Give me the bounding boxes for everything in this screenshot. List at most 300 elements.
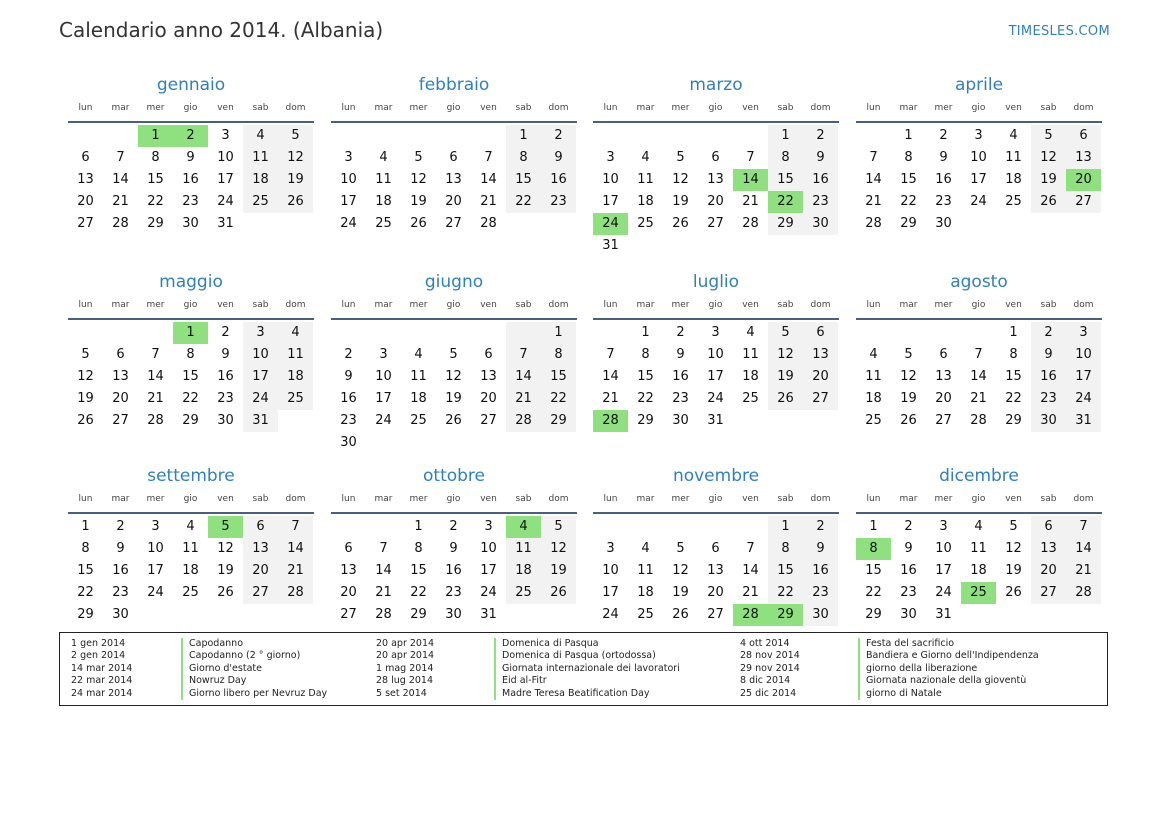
- day-grid: [593, 125, 838, 257]
- weekday-header: [856, 103, 1102, 123]
- legend-names: [181, 638, 327, 700]
- day-cell: 21: [1066, 560, 1101, 582]
- weekday-label: mer: [146, 103, 165, 113]
- empty-cell: [366, 516, 401, 538]
- day-cell: 16: [445, 563, 462, 578]
- legend-dates: [376, 638, 434, 700]
- day-cell: 9: [676, 347, 685, 362]
- day-cell: 23: [803, 191, 838, 213]
- empty-cell: [278, 213, 313, 235]
- weekday-label: mer: [409, 494, 428, 504]
- empty-cell: [366, 125, 401, 147]
- day-cell: 8: [186, 347, 195, 362]
- day-cell: 12: [217, 541, 234, 556]
- day-cell: 24: [375, 413, 392, 428]
- day-cell: 8: [904, 150, 913, 165]
- day-cell: 13: [707, 172, 724, 187]
- empty-cell: [663, 235, 698, 257]
- day-cell: 15: [768, 169, 803, 191]
- weekday-label: ven: [1005, 494, 1022, 504]
- day-cell: 15: [506, 169, 541, 191]
- day-cell: 1: [541, 322, 576, 344]
- day-cell: 6: [484, 347, 493, 362]
- weekday-header: [593, 494, 839, 514]
- weekday-label: mar: [111, 103, 130, 113]
- day-cell: 21: [278, 560, 313, 582]
- day-cell: 7: [606, 347, 615, 362]
- weekday-label: mar: [374, 300, 393, 310]
- day-cell: 28: [970, 413, 987, 428]
- day-cell: 10: [1066, 344, 1101, 366]
- day-cell: 6: [939, 347, 948, 362]
- day-cell: 8: [768, 147, 803, 169]
- day-cell: 9: [186, 150, 195, 165]
- day-cell: 24: [970, 194, 987, 209]
- weekday-label: gio: [183, 494, 198, 504]
- weekday-label: dom: [285, 300, 306, 310]
- day-cell: 10: [602, 172, 619, 187]
- day-cell: 1: [904, 128, 913, 143]
- day-cell: 2: [904, 519, 913, 534]
- day-cell: 5: [278, 125, 313, 147]
- day-cell: 26: [541, 582, 576, 604]
- day-cell: 21: [865, 194, 882, 209]
- weekday-label: mar: [111, 300, 130, 310]
- day-cell: 29: [865, 607, 882, 622]
- day-cell: 6: [344, 541, 353, 556]
- day-cell: 21: [970, 391, 987, 406]
- empty-cell: [208, 604, 243, 626]
- day-grid: [593, 516, 838, 626]
- day-cell: 14: [506, 366, 541, 388]
- empty-cell: [436, 432, 471, 454]
- day-cell: 18: [278, 366, 313, 388]
- day-cell: 21: [742, 585, 759, 600]
- weekday-label: mar: [111, 494, 130, 504]
- day-cell: 6: [116, 347, 125, 362]
- legend-holiday-name: Giornata nazionale della gioventù: [866, 675, 1027, 687]
- empty-cell: [698, 125, 733, 147]
- weekday-label: dom: [810, 494, 831, 504]
- weekday-label: mar: [374, 103, 393, 113]
- day-cell: 17: [602, 585, 619, 600]
- day-cell: 26: [768, 388, 803, 410]
- empty-cell: [541, 604, 576, 626]
- day-cell: 3: [1066, 322, 1101, 344]
- day-cell: 6: [81, 150, 90, 165]
- day-cell: 16: [900, 563, 917, 578]
- day-cell: 21: [375, 585, 392, 600]
- day-cell: 16: [935, 172, 952, 187]
- legend-date: 28 nov 2014: [740, 650, 800, 662]
- day-cell: 11: [637, 563, 654, 578]
- day-cell: 18: [637, 585, 654, 600]
- empty-cell: [733, 516, 768, 538]
- weekday-header: [331, 494, 577, 514]
- day-cell: 10: [340, 172, 357, 187]
- day-grid: [331, 322, 576, 454]
- day-cell: 18: [243, 169, 278, 191]
- weekday-label: gio: [971, 300, 986, 310]
- month-name: luglio: [692, 272, 740, 292]
- month-name: febbraio: [418, 75, 490, 95]
- day-cell: 23: [541, 191, 576, 213]
- day-cell: 6: [1066, 125, 1101, 147]
- empty-cell: [278, 410, 313, 432]
- weekday-label: ven: [217, 494, 234, 504]
- day-cell: 18: [410, 391, 427, 406]
- day-cell: 4: [414, 347, 423, 362]
- holiday-day: 8: [856, 538, 891, 560]
- day-cell: 22: [147, 194, 164, 209]
- month-febbraio: [331, 74, 577, 235]
- empty-cell: [471, 125, 506, 147]
- day-cell: 22: [1005, 391, 1022, 406]
- day-cell: 9: [541, 147, 576, 169]
- day-cell: 21: [147, 391, 164, 406]
- day-cell: 18: [182, 563, 199, 578]
- day-cell: 8: [506, 147, 541, 169]
- empty-cell: [628, 235, 663, 257]
- day-cell: 28: [865, 216, 882, 231]
- weekday-label: gio: [446, 300, 461, 310]
- empty-cell: [541, 213, 576, 235]
- day-cell: 31: [707, 413, 724, 428]
- weekday-label: ven: [742, 103, 759, 113]
- weekday-label: dom: [285, 494, 306, 504]
- day-cell: 13: [1031, 538, 1066, 560]
- day-cell: 29: [410, 607, 427, 622]
- day-cell: 29: [900, 216, 917, 231]
- day-cell: 28: [112, 216, 129, 231]
- month-name: maggio: [159, 272, 223, 292]
- day-cell: 24: [243, 388, 278, 410]
- day-cell: 15: [182, 369, 199, 384]
- empty-cell: [331, 516, 366, 538]
- day-cell: 30: [112, 607, 129, 622]
- weekday-label: dom: [548, 494, 569, 504]
- weekday-label: sab: [777, 103, 794, 113]
- day-cell: 18: [375, 194, 392, 209]
- day-cell: 7: [974, 347, 983, 362]
- day-cell: 28: [147, 413, 164, 428]
- day-cell: 21: [112, 194, 129, 209]
- day-cell: 6: [449, 150, 458, 165]
- day-cell: 10: [602, 563, 619, 578]
- empty-cell: [803, 235, 838, 257]
- legend-holiday-name: Madre Teresa Beatification Day: [502, 687, 650, 699]
- day-cell: 4: [243, 125, 278, 147]
- legend-holiday-name: Capodanno: [189, 638, 244, 649]
- legend-holiday-name: Eid al-Fitr: [502, 675, 547, 687]
- weekday-label: lun: [603, 494, 618, 504]
- day-cell: 10: [480, 541, 497, 556]
- day-cell: 11: [243, 147, 278, 169]
- month-name: dicembre: [939, 466, 1019, 486]
- weekday-label: mer: [934, 300, 953, 310]
- empty-cell: [401, 432, 436, 454]
- day-cell: 27: [1066, 191, 1101, 213]
- day-cell: 5: [449, 347, 458, 362]
- day-cell: 13: [340, 563, 357, 578]
- weekday-label: ven: [480, 103, 497, 113]
- day-cell: 22: [506, 191, 541, 213]
- empty-cell: [768, 235, 803, 257]
- weekday-label: lun: [866, 494, 881, 504]
- day-cell: 12: [768, 344, 803, 366]
- day-cell: 16: [672, 369, 689, 384]
- day-grid: [593, 322, 838, 432]
- empty-cell: [1066, 604, 1101, 626]
- weekday-label: lun: [866, 103, 881, 113]
- empty-cell: [891, 322, 926, 344]
- day-cell: 12: [445, 369, 462, 384]
- day-cell: 15: [637, 369, 654, 384]
- day-cell: 14: [375, 563, 392, 578]
- day-cell: 3: [243, 322, 278, 344]
- day-cell: 1: [1009, 325, 1018, 340]
- day-cell: 4: [641, 150, 650, 165]
- day-cell: 24: [707, 391, 724, 406]
- weekday-label: lun: [78, 103, 93, 113]
- weekday-label: sab: [515, 103, 532, 113]
- weekday-label: dom: [810, 300, 831, 310]
- day-cell: 21: [602, 391, 619, 406]
- day-cell: 11: [1005, 150, 1022, 165]
- empty-cell: [926, 322, 961, 344]
- day-cell: 8: [1009, 347, 1018, 362]
- day-cell: 20: [480, 391, 497, 406]
- day-cell: 2: [1031, 322, 1066, 344]
- day-cell: 17: [243, 366, 278, 388]
- weekday-label: lun: [341, 494, 356, 504]
- day-cell: 10: [970, 150, 987, 165]
- day-cell: 23: [112, 585, 129, 600]
- day-cell: 7: [116, 150, 125, 165]
- day-cell: 7: [484, 150, 493, 165]
- day-cell: 13: [112, 369, 129, 384]
- weekday-label: gio: [708, 103, 723, 113]
- day-cell: 10: [243, 344, 278, 366]
- day-cell: 26: [1005, 585, 1022, 600]
- weekday-label: lun: [78, 300, 93, 310]
- day-cell: 8: [151, 150, 160, 165]
- day-cell: 10: [147, 541, 164, 556]
- day-cell: 17: [480, 563, 497, 578]
- holiday-day: 29: [768, 604, 803, 626]
- day-cell: 12: [278, 147, 313, 169]
- day-cell: 13: [77, 172, 94, 187]
- legend-date: 8 dic 2014: [740, 675, 791, 687]
- day-cell: 3: [344, 150, 353, 165]
- day-cell: 3: [974, 128, 983, 143]
- empty-cell: [331, 322, 366, 344]
- weekday-label: sab: [1040, 103, 1057, 113]
- day-cell: 28: [278, 582, 313, 604]
- empty-cell: [663, 125, 698, 147]
- day-cell: 14: [480, 172, 497, 187]
- day-cell: 22: [410, 585, 427, 600]
- day-cell: 27: [480, 413, 497, 428]
- month-settembre: [68, 465, 314, 626]
- legend-date: 20 apr 2014: [376, 650, 435, 662]
- holiday-legend: [59, 632, 1108, 706]
- day-cell: 24: [340, 216, 357, 231]
- empty-cell: [961, 604, 996, 626]
- month-dicembre: [856, 465, 1102, 626]
- day-cell: 25: [375, 216, 392, 231]
- holiday-day: 28: [733, 604, 768, 626]
- day-cell: 15: [1005, 369, 1022, 384]
- day-cell: 11: [637, 172, 654, 187]
- day-cell: 26: [672, 216, 689, 231]
- weekday-label: mar: [899, 494, 918, 504]
- weekday-label: mer: [409, 103, 428, 113]
- legend-date: 20 apr 2014: [376, 638, 435, 649]
- day-cell: 1: [506, 125, 541, 147]
- empty-cell: [856, 125, 891, 147]
- day-cell: 6: [711, 150, 720, 165]
- empty-cell: [1031, 213, 1066, 235]
- empty-cell: [803, 410, 838, 432]
- holiday-day: 22: [768, 191, 803, 213]
- day-cell: 11: [742, 347, 759, 362]
- weekday-label: ven: [480, 494, 497, 504]
- day-grid: [331, 125, 576, 235]
- day-cell: 29: [637, 413, 654, 428]
- weekday-label: mar: [636, 300, 655, 310]
- day-cell: 2: [344, 347, 353, 362]
- day-cell: 29: [77, 607, 94, 622]
- legend-holiday-name: giorno di Natale: [866, 687, 942, 699]
- weekday-label: ven: [480, 300, 497, 310]
- day-cell: 18: [506, 560, 541, 582]
- day-cell: 26: [217, 585, 234, 600]
- empty-cell: [733, 410, 768, 432]
- day-cell: 24: [1066, 388, 1101, 410]
- day-cell: 5: [768, 322, 803, 344]
- weekday-label: sab: [1040, 494, 1057, 504]
- day-cell: 4: [1009, 128, 1018, 143]
- day-cell: 29: [768, 213, 803, 235]
- day-cell: 20: [77, 194, 94, 209]
- day-cell: 24: [147, 585, 164, 600]
- month-luglio: [593, 271, 839, 432]
- holiday-day: 14: [733, 169, 768, 191]
- weekday-label: dom: [548, 300, 569, 310]
- empty-cell: [278, 604, 313, 626]
- weekday-label: sab: [252, 494, 269, 504]
- day-cell: 10: [375, 369, 392, 384]
- day-cell: 3: [484, 519, 493, 534]
- empty-cell: [471, 322, 506, 344]
- site-link[interactable]: TIMESLES.COM: [1008, 24, 1110, 39]
- empty-cell: [541, 432, 576, 454]
- weekday-header: [856, 494, 1102, 514]
- day-cell: 12: [1005, 541, 1022, 556]
- day-cell: 19: [672, 194, 689, 209]
- day-cell: 8: [414, 541, 423, 556]
- weekday-label: sab: [515, 494, 532, 504]
- day-cell: 23: [672, 391, 689, 406]
- empty-cell: [768, 410, 803, 432]
- day-cell: 15: [410, 563, 427, 578]
- day-cell: 9: [449, 541, 458, 556]
- month-novembre: [593, 465, 839, 626]
- empty-cell: [698, 516, 733, 538]
- day-grid: [856, 125, 1101, 235]
- legend-holiday-name: Giorno libero per Nevruz Day: [189, 687, 328, 699]
- weekday-label: sab: [515, 300, 532, 310]
- day-cell: 8: [641, 347, 650, 362]
- weekday-header: [331, 103, 577, 123]
- day-cell: 26: [1031, 191, 1066, 213]
- day-cell: 1: [81, 519, 90, 534]
- weekday-label: sab: [1040, 300, 1057, 310]
- day-cell: 30: [803, 604, 838, 626]
- weekday-label: mar: [636, 494, 655, 504]
- legend-date: 29 nov 2014: [740, 662, 800, 674]
- day-cell: 11: [865, 369, 882, 384]
- empty-cell: [436, 125, 471, 147]
- day-cell: 19: [768, 366, 803, 388]
- legend-date: 25 dic 2014: [740, 687, 797, 699]
- weekday-header: [593, 300, 839, 320]
- day-cell: 3: [151, 519, 160, 534]
- weekday-header: [68, 494, 314, 514]
- empty-cell: [103, 322, 138, 344]
- day-cell: 17: [375, 391, 392, 406]
- weekday-label: dom: [285, 103, 306, 113]
- day-cell: 2: [116, 519, 125, 534]
- month-agosto: [856, 271, 1102, 432]
- weekday-header: [68, 300, 314, 320]
- weekday-label: mar: [899, 300, 918, 310]
- empty-cell: [698, 235, 733, 257]
- day-cell: 2: [221, 325, 230, 340]
- weekday-label: dom: [548, 103, 569, 113]
- weekday-label: sab: [777, 494, 794, 504]
- day-cell: 25: [182, 585, 199, 600]
- legend-date: 1 mag 2014: [376, 662, 434, 674]
- day-cell: 26: [278, 191, 313, 213]
- holiday-day: 20: [1066, 169, 1101, 191]
- empty-cell: [996, 213, 1031, 235]
- day-cell: 25: [865, 413, 882, 428]
- month-name: agosto: [950, 272, 1008, 292]
- legend-date: 14 mar 2014: [71, 662, 133, 674]
- day-cell: 22: [865, 585, 882, 600]
- legend-date: 1 gen 2014: [71, 638, 126, 649]
- day-cell: 9: [344, 369, 353, 384]
- day-cell: 19: [445, 391, 462, 406]
- day-cell: 28: [480, 216, 497, 231]
- weekday-label: gio: [708, 494, 723, 504]
- legend-date: 24 mar 2014: [71, 687, 133, 699]
- day-cell: 29: [1005, 413, 1022, 428]
- month-maggio: [68, 271, 314, 432]
- day-cell: 7: [1066, 516, 1101, 538]
- month-gennaio: [68, 74, 314, 235]
- day-cell: 22: [77, 585, 94, 600]
- day-cell: 5: [676, 541, 685, 556]
- day-cell: 18: [742, 369, 759, 384]
- day-cell: 19: [672, 585, 689, 600]
- legend-date: 4 ott 2014: [740, 638, 790, 649]
- day-cell: 1: [641, 325, 650, 340]
- day-cell: 12: [900, 369, 917, 384]
- day-cell: 24: [217, 194, 234, 209]
